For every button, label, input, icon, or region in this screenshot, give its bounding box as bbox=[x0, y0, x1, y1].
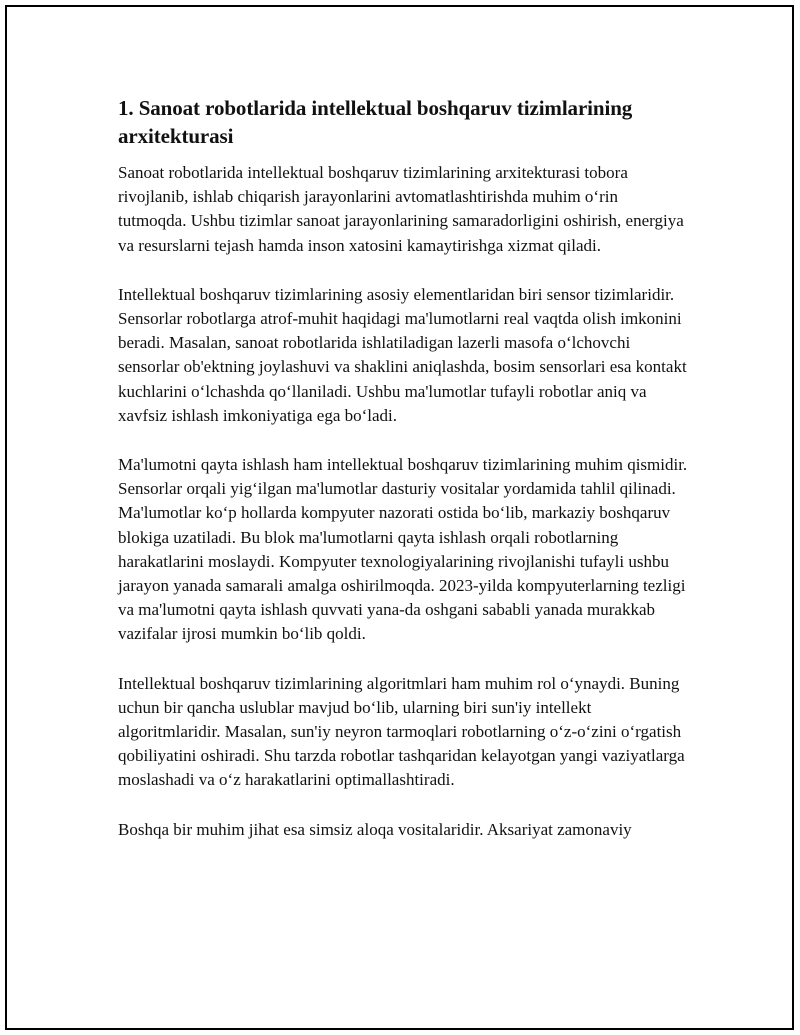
section-title: 1. Sanoat robotlarida intellektual boshqaruv tizimlarining arxitekturasi bbox=[118, 96, 633, 148]
paragraph-sensors: Intellektual boshqaruv tizimlarining asosiy elementlaridan biri sensor tizimlaridir. Sensorlar robotlarga atrof-muhit haqidagi ma'lumotlarni real vaqtda olish imkonini beradi. Masalan, sanoat robotlarida ishlatiladigan lazerli masofa o‘lchovchi sensorlar ob'ektning joylashuvi va shaklini aniqlashda, bosim sensorlari esa kontakt kuchlarini o‘lchashda qo‘llaniladi. Ushbu ma'lumotlar tufayli robotlar aniq va xavfsiz ishlash imkoniyatiga ega bo‘ladi. bbox=[118, 284, 687, 425]
paragraph-intro: Sanoat robotlarida intellektual boshqaruv tizimlarining arxitekturasi tobora rivojlanib, ishlab chiqarish jarayonlarini avtomatlashtirishda muhim o‘rin tutmoqda. Ushbu tizimlar sanoat jarayonlarining samaradorligini oshirish, energiya va resurslarni tejash hamda inson xatosini kamaytirishga xizmat qiladi. bbox=[118, 163, 684, 255]
document-body bbox=[118, 94, 690, 867]
paragraph-wireless: Boshqa bir muhim jihat esa simsiz aloqa vositalaridir. Aksariyat zamonaviy bbox=[118, 819, 632, 839]
paragraph-data-processing: Ma'lumotni qayta ishlash ham intellektual boshqaruv tizimlarining muhim qismidir. Sensorlar orqali yig‘ilgan ma'lumotlar dasturiy vositalar yordamida tahlil qilinadi. Ma'lumotlar ko‘p hollarda kompyuter nazorati ostida bo‘lib, markaziy boshqaruv blokiga uzatiladi. Bu blok ma'lumotlarni qayta ishlash orqali robotlarning harakatlarini moslaydi. Kompyuter texnologiyalarining rivojlanishi tufayli ushbu jarayon yanada samarali amalga oshirilmoqda. 2023-yilda kompyuterlarning tezligi va ma'lumotni qayta ishlash quvvati yana-da oshgani sababli yanada murakkab vazifalar ijrosi mumkin bo‘lib qoldi. bbox=[118, 455, 688, 644]
paragraph-algorithms: Intellektual boshqaruv tizimlarining algoritmlari ham muhim rol o‘ynaydi. Buning uchun bir qancha uslublar mavjud bo‘lib, ularning biri sun'iy intellekt algoritmlaridir. Masalan, sun'iy neyron tarmoqlari robotlarning o‘z-o‘zini o‘rgatish qobiliyatini oshiradi. Shu tarzda robotlar tashqaridan kelayotgan yangi vaziyatlarga moslashadi va o‘z harakatlarini optimallashtiradi. bbox=[118, 673, 685, 790]
